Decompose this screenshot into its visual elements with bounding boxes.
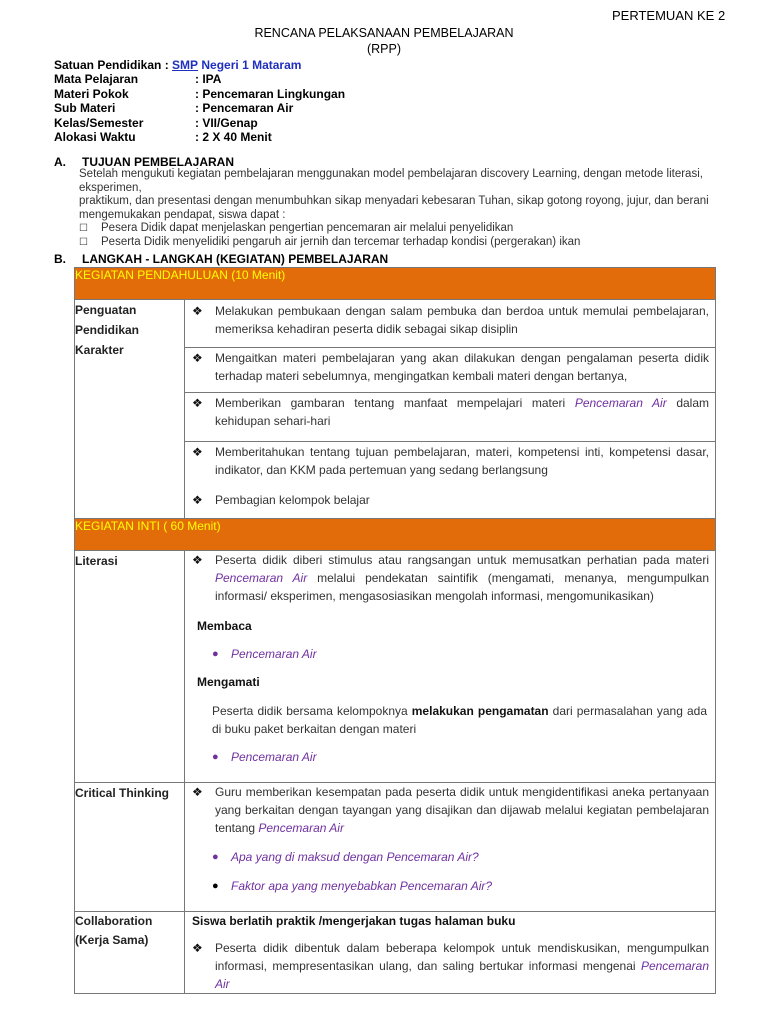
subheading-membaca: Membaca bbox=[197, 619, 252, 633]
topic-highlight: Pencemaran Air bbox=[215, 959, 709, 991]
learning-objectives bbox=[79, 168, 719, 249]
critical-thinking-label: Critical Thinking bbox=[75, 783, 185, 912]
table-row bbox=[75, 300, 716, 348]
critical-thinking-cell bbox=[185, 783, 716, 912]
bullet-dot-icon: ● bbox=[212, 648, 219, 660]
diamond-bullet-icon: ❖ bbox=[192, 396, 203, 410]
checkbox-icon: ☐ bbox=[79, 223, 88, 234]
activity-text: Memberikan gambaran tentang manfaat mempelajari materi bbox=[215, 396, 575, 410]
subheading-mengamati: Mengamati bbox=[197, 675, 260, 689]
question-text: Faktor apa yang menyebabkan Pencemaran Air? bbox=[231, 879, 493, 893]
diamond-bullet-icon: ❖ bbox=[192, 304, 203, 318]
topic-highlight: Pencemaran Air bbox=[231, 750, 317, 764]
identity-label: Sub Materi bbox=[54, 101, 116, 116]
emphasis-text: melakukan pengamatan bbox=[411, 704, 549, 718]
activity-item bbox=[185, 302, 715, 338]
activity-cell bbox=[185, 348, 716, 393]
identity-value: : 2 X 40 Menit bbox=[195, 130, 272, 145]
collaboration-cell bbox=[185, 912, 716, 994]
section-a-heading bbox=[54, 155, 234, 169]
bullet-dot-icon: ● bbox=[212, 851, 219, 863]
diamond-bullet-icon: ❖ bbox=[192, 493, 203, 507]
identity-label: Mata Pelajaran bbox=[54, 72, 139, 87]
topic-highlight: Pencemaran Air bbox=[215, 571, 308, 585]
activity-item bbox=[185, 394, 715, 430]
activity-text: dari permasalahan yang ada di buku paket berkaitan dengan materi bbox=[212, 704, 708, 736]
objective-intro-line: praktikum, dan presentasi dengan menumbuhkan sikap menyadari kebesaran Tuhan, sikap gotong royong, jujur, dan berani bbox=[79, 195, 709, 207]
activity-text: Peserta didik bersama kelompoknya bbox=[212, 704, 412, 718]
diamond-bullet-icon: ❖ bbox=[192, 445, 203, 459]
objective-item bbox=[79, 222, 719, 236]
objective-intro-line: mengemukakan pendapat, siswa dapat : bbox=[79, 208, 286, 221]
identity-row bbox=[54, 101, 345, 115]
identity-row bbox=[54, 72, 345, 86]
activity-text: Peserta didik diberi stimulus atau rangsangan untuk memusatkan perhatian pada materi bbox=[215, 553, 709, 567]
identity-block bbox=[54, 58, 345, 144]
table-row bbox=[75, 268, 716, 300]
identity-label: Materi Pokok bbox=[54, 86, 129, 101]
topic-highlight: Pencemaran Air bbox=[574, 396, 667, 410]
question-item bbox=[185, 848, 715, 866]
table-row bbox=[75, 551, 716, 783]
literacy-label: Literasi bbox=[75, 551, 185, 783]
activity-text: melalui pendekatan saintifik (mengamati, menanya, mengumpulkan informasi/ eksperimen, mengasosiasikan mengolah informasi, mengomunikasikan) bbox=[215, 571, 710, 603]
label-line: Penguatan bbox=[75, 303, 137, 317]
identity-value: : Pencemaran Lingkungan bbox=[195, 86, 346, 101]
activity-item bbox=[185, 783, 715, 837]
meeting-number: PERTEMUAN KE 2 bbox=[612, 8, 726, 23]
literacy-cell bbox=[185, 551, 716, 783]
activity-cell bbox=[185, 442, 716, 519]
bullet-dot-icon: ● bbox=[212, 880, 219, 892]
identity-label: Satuan Pendidikan bbox=[54, 58, 162, 72]
document-subtitle: (RPP) bbox=[366, 42, 402, 56]
table-row bbox=[75, 519, 716, 551]
observation-text bbox=[185, 702, 715, 738]
identity-value: : IPA bbox=[195, 72, 222, 87]
table-row bbox=[75, 783, 716, 912]
identity-row bbox=[54, 116, 345, 130]
question-text: Apa yang di maksud dengan Pencemaran Air? bbox=[231, 850, 479, 864]
section-number: B. bbox=[54, 252, 66, 266]
identity-value: : VII/Genap bbox=[195, 115, 258, 130]
diamond-bullet-icon: ❖ bbox=[192, 941, 203, 955]
school-link[interactable]: SMP bbox=[172, 58, 199, 72]
activity-text: Guru memberikan kesempatan pada peserta didik untuk mengidentifikasi aneka pertanyaan yang berkaitan dengan tayangan yang disajikan dan dijawab melalui kegiatan pembelajaran tentang bbox=[215, 785, 709, 835]
learning-steps-table bbox=[74, 267, 716, 994]
activity-text: Melakukan pembukaan dengan salam pembuka dan berdoa untuk memulai pembelajaran, memeriksa kehadiran peserta didik sebagai sikap disiplin bbox=[215, 304, 709, 336]
label-line: (Kerja Sama) bbox=[75, 933, 149, 947]
activity-item bbox=[185, 551, 715, 605]
identity-value: : Pencemaran Air bbox=[195, 101, 294, 116]
section-b-heading bbox=[54, 252, 388, 266]
topic-highlight: Pencemaran Air bbox=[258, 821, 344, 835]
collaboration-label bbox=[75, 912, 185, 994]
diamond-bullet-icon: ❖ bbox=[192, 785, 203, 799]
activity-cell bbox=[185, 393, 716, 442]
activity-item bbox=[185, 939, 715, 993]
inti-header: KEGIATAN INTI ( 60 Menit) bbox=[75, 519, 716, 551]
section-title: TUJUAN PEMBELAJARAN bbox=[82, 155, 235, 169]
topic-highlight: Pencemaran Air bbox=[231, 647, 317, 661]
bullet-item bbox=[185, 748, 715, 766]
identity-label: Alokasi Waktu bbox=[54, 130, 136, 145]
diamond-bullet-icon: ❖ bbox=[192, 553, 203, 567]
bullet-dot-icon: ● bbox=[212, 751, 219, 763]
diamond-bullet-icon: ❖ bbox=[192, 351, 203, 365]
identity-separator: : bbox=[161, 58, 173, 72]
label-line: Collaboration bbox=[75, 914, 153, 928]
activity-item bbox=[185, 443, 715, 479]
collaboration-heading: Siswa berlatih praktik /mengerjakan tugas halaman buku bbox=[192, 914, 516, 928]
activity-cell bbox=[185, 300, 716, 348]
activity-item bbox=[185, 349, 715, 385]
school-name: Negeri 1 Mataram bbox=[198, 58, 302, 72]
activity-item bbox=[185, 491, 715, 509]
document-title: RENCANA PELAKSANAAN PEMBELAJARAN bbox=[254, 26, 514, 40]
identity-row bbox=[54, 87, 345, 101]
character-education-label bbox=[75, 300, 185, 519]
table-row bbox=[75, 912, 716, 994]
identity-row-school bbox=[54, 58, 345, 72]
section-title: LANGKAH - LANGKAH (KEGIATAN) PEMBELAJARAN bbox=[82, 252, 389, 266]
identity-row bbox=[54, 130, 345, 144]
objective-text: Pesera Didik dapat menjelaskan pengertian pencemaran air melalui penyelidikan bbox=[101, 222, 514, 234]
objective-text: Peserta Didik menyelidiki pengaruh air jernih dan tercemar terhadap kondisi (pergerakan) ikan bbox=[101, 235, 581, 248]
label-line: Pendidikan bbox=[75, 323, 140, 337]
activity-text: Mengaitkan materi pembelajaran yang akan dilakukan dengan pengalaman peserta didik terhadap materi sebelumnya, mengingatkan kembali materi dengan bertanya, bbox=[215, 351, 709, 383]
activity-text: Memberitahukan tentang tujuan pembelajaran, materi, kompetensi inti, kompetensi dasar, indikator, dan KKM pada pertemuan yang sedang berlangsung bbox=[215, 445, 709, 477]
label-line: Karakter bbox=[75, 343, 124, 357]
identity-label: Kelas/Semester bbox=[54, 115, 144, 130]
pendahuluan-header: KEGIATAN PENDAHULUAN (10 Menit) bbox=[75, 268, 716, 300]
section-number: A. bbox=[54, 155, 66, 169]
objective-item bbox=[79, 236, 719, 250]
activity-text: Peserta didik dibentuk dalam beberapa kelompok untuk mendiskusikan, mengumpulkan informasi, mempresentasikan ulang, dan saling bertukar informasi mengenai bbox=[215, 941, 709, 973]
bullet-item bbox=[185, 645, 715, 663]
activity-text: dalam kehidupan sehari-hari bbox=[215, 396, 709, 428]
question-item bbox=[185, 877, 715, 895]
checkbox-icon: ☐ bbox=[79, 236, 88, 248]
objective-intro-line: Setelah mengukuti kegiatan pembelajaran menggunakan model pembelajaran discovery Learning, dengan metode literasi, eksperimen, bbox=[79, 168, 703, 194]
activity-text: Pembagian kelompok belajar bbox=[215, 493, 370, 507]
